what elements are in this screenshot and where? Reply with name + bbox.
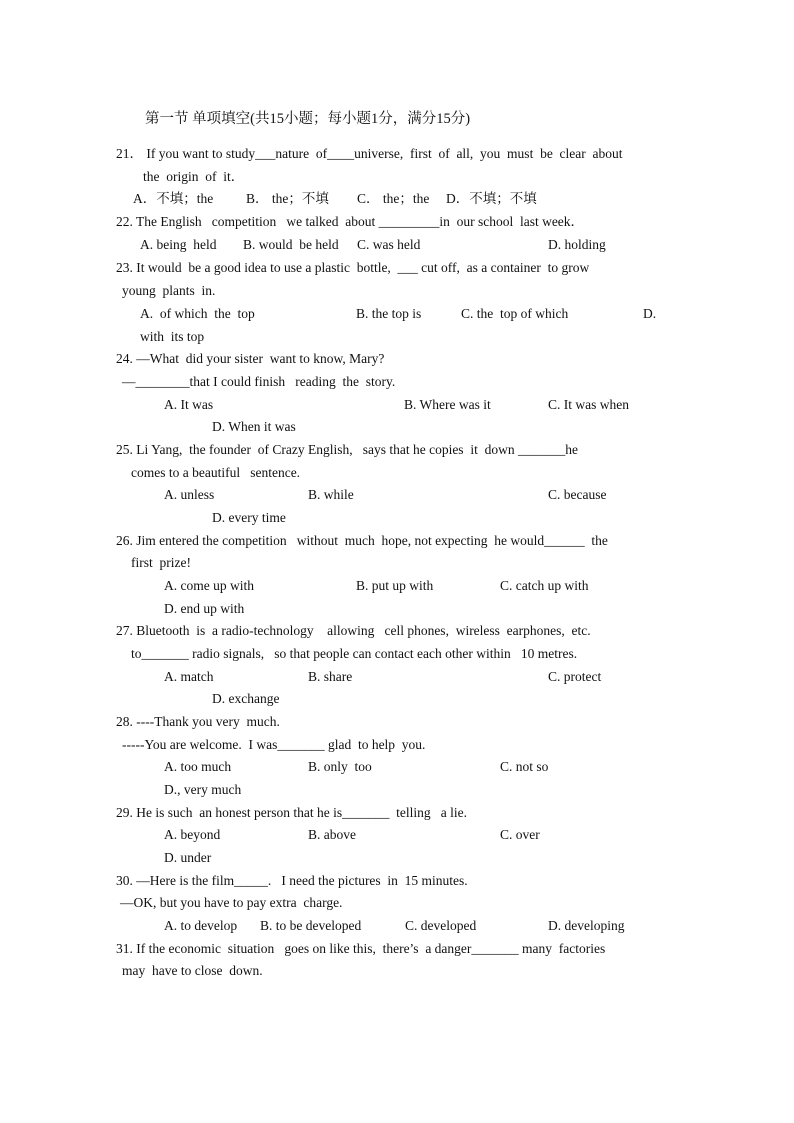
question-28-option-c: C. not so xyxy=(500,759,549,774)
question-24-option-a: A. It was xyxy=(164,397,214,412)
question-22-option-c: C. was held xyxy=(357,237,421,252)
question-25-option-b: B. while xyxy=(308,487,354,502)
question-27-option-c: C. protect xyxy=(548,669,602,684)
section-title: 第一节 单项填空(共15小题；每小题1分，满分15分) xyxy=(145,111,471,127)
question-23-option-d-text: with its top xyxy=(140,329,205,344)
question-29-option-d: D. under xyxy=(164,850,212,865)
question-23-line-2: young plants in. xyxy=(122,283,216,298)
question-28-option-b: B. only too xyxy=(308,759,372,774)
question-26-option-d: D. end up with xyxy=(164,601,245,616)
question-25-option-d: D. every time xyxy=(212,510,286,525)
question-30-option-c: C. developed xyxy=(405,918,477,933)
question-26-option-c: C. catch up with xyxy=(500,578,589,593)
question-21-option-c: C． the；the xyxy=(357,191,430,206)
question-30-option-d: D. developing xyxy=(548,918,625,933)
question-28-line-1: 28. ----Thank you very much. xyxy=(116,714,280,729)
question-26-line-1: 26. Jim entered the competition without much hope, not expecting he would______ the xyxy=(116,533,608,548)
question-22-option-a: A. being held xyxy=(140,237,217,252)
question-23-option-b: B. the top is xyxy=(356,306,422,321)
question-25-option-a: A. unless xyxy=(164,487,215,502)
question-26-option-b: B. put up with xyxy=(356,578,434,593)
question-21-line-2: the origin of it． xyxy=(143,169,245,184)
question-26-option-a: A. come up with xyxy=(164,578,254,593)
question-23-option-d: D. xyxy=(643,306,657,321)
question-24-line-1: 24. —What did your sister want to know, Mary? xyxy=(116,351,385,366)
question-29-option-b: B. above xyxy=(308,827,356,842)
question-22-option-d: D. holding xyxy=(548,237,606,252)
question-24-option-c: C. It was when xyxy=(548,397,629,412)
question-27-option-b: B. share xyxy=(308,669,353,684)
question-24-option-b: B. Where was it xyxy=(404,397,491,412)
question-28-option-d: D., very much xyxy=(164,782,242,797)
question-23-option-a: A. of which the top xyxy=(140,306,255,321)
question-27-line-1: 27. Bluetooth is a radio-technology allowing cell phones, wireless earphones, etc. xyxy=(116,623,591,638)
question-22-option-b: B. would be held xyxy=(243,237,339,252)
question-27-option-a: A. match xyxy=(164,669,214,684)
question-26-line-2: first prize! xyxy=(131,555,191,570)
question-25-line-2: comes to a beautiful sentence. xyxy=(131,465,301,480)
question-29-line-1: 29. He is such an honest person that he is_______ telling a lie. xyxy=(116,805,467,820)
question-21-option-b: B． the；不填 xyxy=(246,191,329,206)
question-29-option-c: C. over xyxy=(500,827,540,842)
question-21-line-1: 21． If you want to study___nature of____universe, first of all, you must be clear about xyxy=(116,146,623,161)
question-30-line-2: —OK, but you have to pay extra charge. xyxy=(120,895,343,910)
question-27-option-d: D. exchange xyxy=(212,691,280,706)
question-29-option-a: A. beyond xyxy=(164,827,221,842)
question-25-line-1: 25. Li Yang, the founder of Crazy English, says that he copies it down _______he xyxy=(116,442,578,457)
question-23-line-1: 23. It would be a good idea to use a plastic bottle, ___ cut off, as a container to grow xyxy=(116,260,590,275)
question-28-option-a: A. too much xyxy=(164,759,232,774)
question-24-option-d: D. When it was xyxy=(212,419,296,434)
question-23-option-c: C. the top of which xyxy=(461,306,569,321)
question-25-option-c: C. because xyxy=(548,487,607,502)
question-27-line-2: to_______ radio signals, so that people can contact each other within 10 metres. xyxy=(131,646,578,661)
question-30-option-a: A. to develop xyxy=(164,918,238,933)
question-21-option-d: D．不填；不填 xyxy=(446,191,537,206)
question-22-line-1: 22. The English competition we talked about _________in our school last week． xyxy=(116,214,585,229)
question-28-line-2: -----You are welcome. I was_______ glad to help you. xyxy=(122,737,426,752)
question-31-line-1: 31. If the economic situation goes on like this, there’s a danger_______ many factories xyxy=(116,941,606,956)
question-30-line-1: 30. —Here is the film_____. I need the pictures in 15 minutes. xyxy=(116,873,468,888)
question-24-line-2: —________that I could finish reading the story. xyxy=(122,374,396,389)
question-21-option-a: A．不填；the xyxy=(133,191,214,206)
question-30-option-b: B. to be developed xyxy=(260,918,362,933)
question-31-line-2: may have to close down. xyxy=(122,963,263,978)
